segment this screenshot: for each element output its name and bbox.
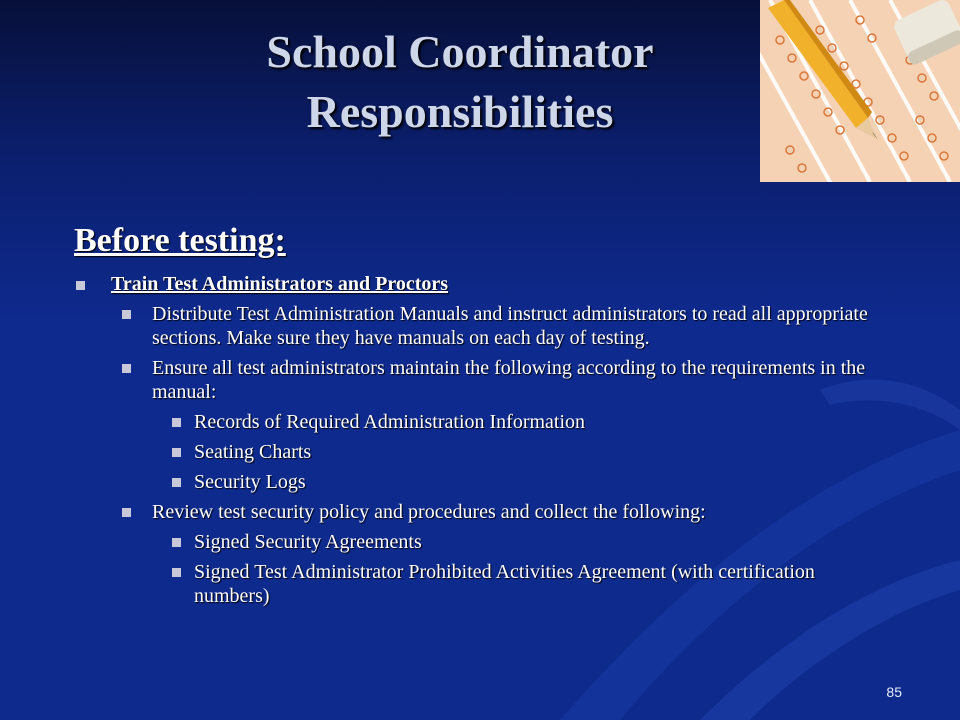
list-item-text: Security Logs: [194, 471, 306, 493]
square-bullet-icon: [122, 364, 131, 373]
square-bullet-icon: [172, 418, 181, 427]
list-item-text: Ensure all test administrators maintain the following according to the requirements in the manual:: [152, 357, 866, 403]
list-item-text: Signed Test Administrator Prohibited Activities Agreement (with certification numbers): [194, 561, 815, 607]
list-item: [74, 410, 894, 434]
list-item-text: Records of Required Administration Information: [194, 411, 586, 433]
slide-title: School Coordinator Responsibilities: [266, 26, 654, 137]
page-number: 85: [886, 684, 902, 700]
list-item: [74, 272, 894, 296]
list-item: [74, 560, 894, 608]
list-item-text: Signed Security Agreements: [194, 531, 422, 553]
square-bullet-icon: [172, 568, 181, 577]
square-bullet-icon: [172, 448, 181, 457]
list-item-text: Review test security policy and procedures and collect the following:: [152, 501, 706, 523]
square-bullet-icon: [76, 281, 85, 290]
list-item: [74, 530, 894, 554]
list-item-text: Distribute Test Administration Manuals and instruct administrators to read all appropriate sections. Make sure they have manuals on each day of testing.: [152, 303, 868, 349]
bullet-list: [74, 272, 894, 614]
list-item: [74, 356, 894, 404]
pencil-answer-sheet-image: [760, 0, 960, 182]
list-item-text: Train Test Administrators and Proctors: [111, 273, 449, 295]
pencil-on-answer-sheet-icon: [760, 0, 960, 182]
section-heading: Before testing:: [74, 222, 286, 259]
list-item: [74, 440, 894, 464]
square-bullet-icon: [172, 478, 181, 487]
list-item: [74, 302, 894, 350]
list-item: [74, 500, 894, 524]
list-item: [74, 470, 894, 494]
square-bullet-icon: [122, 310, 131, 319]
square-bullet-icon: [122, 508, 131, 517]
list-item-text: Seating Charts: [194, 441, 312, 463]
square-bullet-icon: [172, 538, 181, 547]
